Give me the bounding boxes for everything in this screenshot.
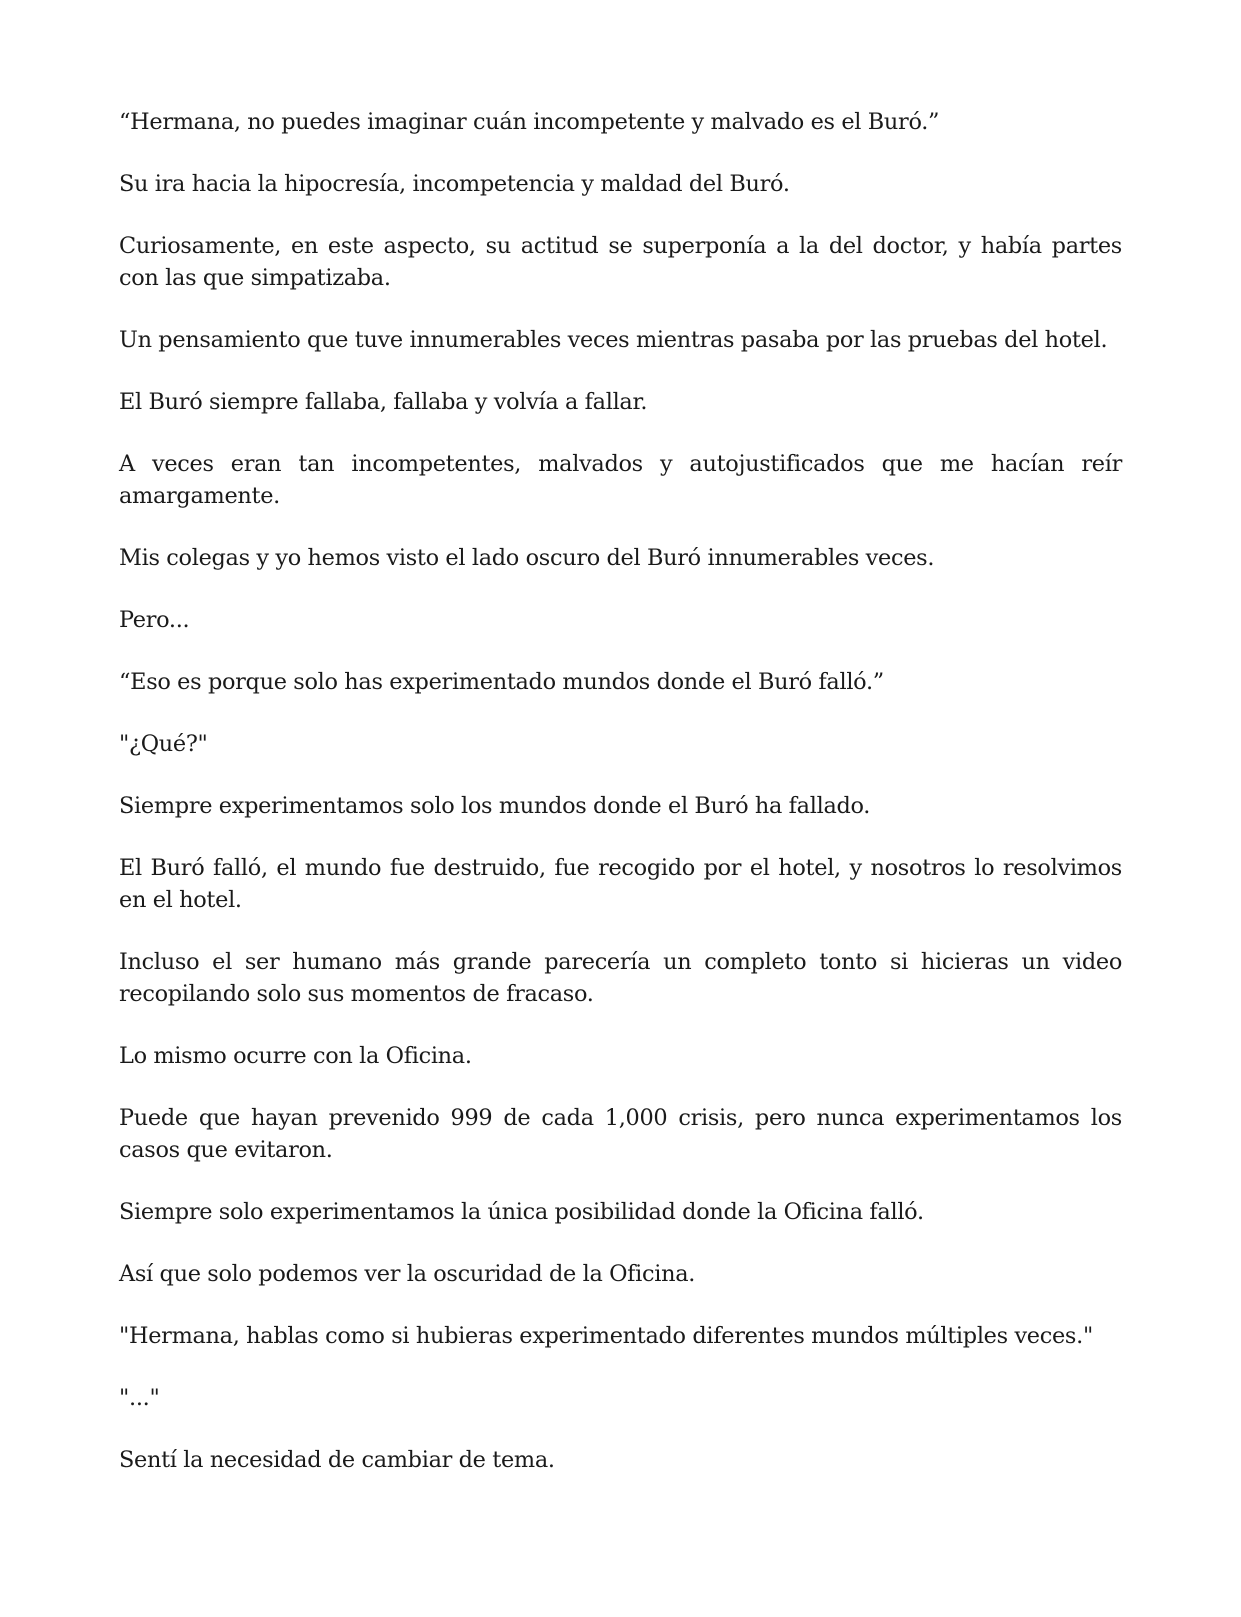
paragraph-6: A veces eran tan incompetentes, malvados y autojustificados que me hacían reír amargamente. (119, 451, 1122, 509)
paragraph-20: Sentí la necesidad de cambiar de tema. (119, 1447, 555, 1473)
paragraph-8: Pero... (119, 607, 190, 633)
paragraph-16: Siempre solo experimentamos la única posibilidad donde la Oficina falló. (119, 1199, 924, 1225)
paragraph-4: Un pensamiento que tuve innumerables veces mientras pasaba por las pruebas del hotel. (119, 327, 1108, 353)
paragraph-15: Puede que hayan prevenido 999 de cada 1,000 crisis, pero nunca experimentamos los casos que evitaron. (119, 1105, 1122, 1163)
paragraph-18: "Hermana, hablas como si hubieras experimentado diferentes mundos múltiples veces." (119, 1323, 1093, 1349)
paragraph-14: Lo mismo ocurre con la Oficina. (119, 1043, 472, 1069)
paragraph-19: "..." (119, 1385, 160, 1411)
paragraph-9: “Eso es porque solo has experimentado mundos donde el Buró falló.” (119, 669, 884, 695)
paragraph-13: Incluso el ser humano más grande parecería un completo tonto si hicieras un video recopilando solo sus momentos de fracaso. (119, 949, 1122, 1007)
paragraph-12: El Buró falló, el mundo fue destruido, fue recogido por el hotel, y nosotros lo resolvimos en el hotel. (119, 855, 1122, 913)
paragraph-1: “Hermana, no puedes imaginar cuán incompetente y malvado es el Buró.” (119, 109, 940, 135)
paragraph-11: Siempre experimentamos solo los mundos donde el Buró ha fallado. (119, 793, 871, 819)
paragraph-2: Su ira hacia la hipocresía, incompetencia y maldad del Buró. (119, 171, 790, 197)
paragraph-3: Curiosamente, en este aspecto, su actitud se superponía a la del doctor, y había partes con las que simpatizaba. (119, 233, 1122, 291)
document-body (119, 106, 1122, 1476)
paragraph-10: "¿Qué?" (119, 731, 208, 757)
paragraph-5: El Buró siempre fallaba, fallaba y volvía a fallar. (119, 389, 648, 415)
paragraph-17: Así que solo podemos ver la oscuridad de la Oficina. (119, 1261, 696, 1287)
paragraph-7: Mis colegas y yo hemos visto el lado oscuro del Buró innumerables veces. (119, 545, 935, 571)
